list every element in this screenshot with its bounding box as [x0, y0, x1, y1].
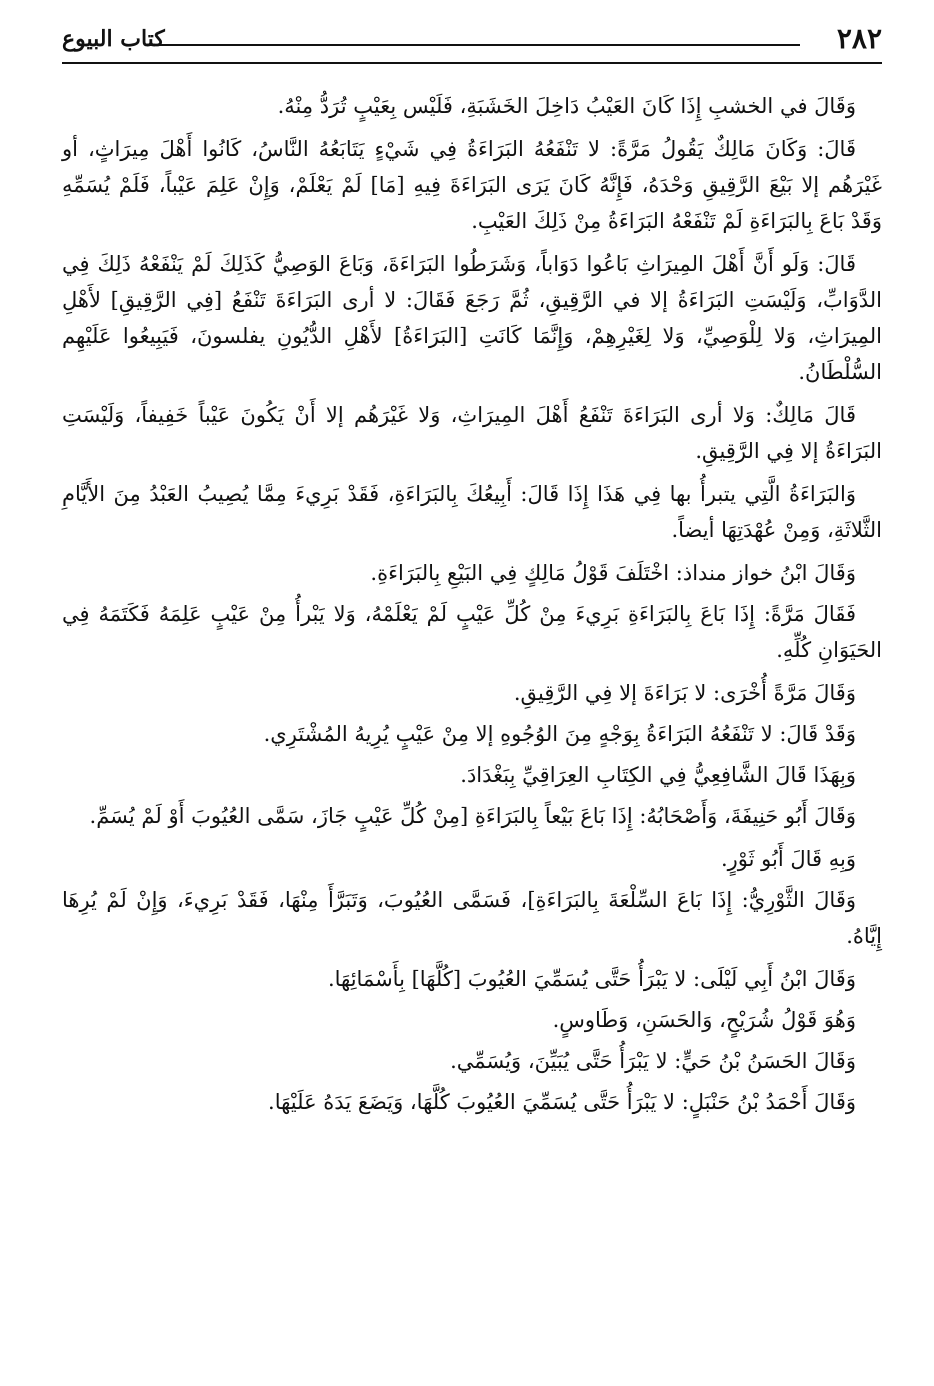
paragraph: وَالبَرَاءَةُ الَّتِي يتبرأُ بها فِي هَذَا إِذَا قَالَ: أَبِيعُكَ بِالبَرَاءَةِ، فَقَدْ بَرِيءَ مِمَّا يُصِيبُ العَبْدُ مِنَ الأَيَّامِ الثَّلاثَةِ، وَمِنْ عُهْدَتِهَا أيضاً.	[62, 482, 882, 542]
running-title: كتاب البيوع	[62, 26, 165, 52]
header-rule	[62, 62, 882, 64]
paragraph: وَقَالَ ابْنُ أَبِي لَيْلَى: لا يَبْرَأُ حَتَّى يُسَمِّيَ العُيُوبَ [كُلَّهَا] بِأَسْمَائِهَا.	[327, 967, 856, 991]
paragraph: وَهُوَ قَوْلُ شُرَيْحٍ، وَالحَسَنِ، وَطَاوسٍ.	[552, 1008, 856, 1032]
paragraph: وَبِهَذَا قَالَ الشَّافِعِيُّ فِي الكِتَابِ العِرَاقِيِّ بِبَغْدَادَ.	[460, 763, 856, 787]
paragraph: وَقَالَ أَحْمَدُ بْنُ حَنْبَلٍ: لا يَبْرَأُ حَتَّى يُسَمِّيَ العُيُوبَ كُلَّهَا، وَيَضَعَ يَدَهُ عَلَيْهَا.	[268, 1090, 856, 1114]
page-header	[62, 22, 882, 62]
paragraph: وَقَالَ أَبُو حَنِيفَةَ، وَأَصْحَابُهُ: إِذَا بَاعَ بَيْعاً بِالبَرَاءَةِ [مِنْ كُلِّ عَيْبٍ جَازَ، سَمَّى العُيُوبَ أَوْ لَمْ يُسَمِّ.	[89, 804, 856, 828]
paragraph: وَقَالَ مَرَّةً أُخْرَى: لا بَرَاءَةَ إلا فِي الرَّقِيقِ.	[513, 681, 856, 705]
paragraph: وَبِهِ قَالَ أَبُو ثَوْرٍ.	[720, 847, 856, 871]
paragraph: فَقَالَ مَرَّةً: إِذَا بَاعَ بِالبَرَاءَةِ بَرِيءَ مِنْ كُلِّ عَيْبٍ لَمْ يَعْلَمْهُ، وَلا يَبْرأُ مِنْ عَيْبٍ عَلِمَهُ فَكَتَمَهُ فِي الحَيَوَانِ كُلِّهِ.	[62, 602, 882, 662]
page-number: ٢٨٢	[836, 22, 882, 55]
paragraph: قَالَ: وَكَانَ مَالِكٌ يَقُولُ مَرَّةً: لا تَنْفَعُهُ البَرَاءَةُ فِي شَيْءٍ يَتَابَعُهُ النَّاسُ، كَانُوا أَهْلَ مِيرَاثٍ، أو غَيْرَهُم إلا بَيْعَ الرَّقِيقِ وَحْدَهُ، فَإِنَّهُ كَانَ يَرَى البَرَاءَةَ فِيهِ [مَا] لَمْ يَعْلَمْ، وَإِنْ عَلِمَ عَيْباً، فَلَمْ يُسَمِّهِ وَقَدْ بَاعَ بِالبَرَاءَةِ لَمْ تَنْفَعْهُ البَرَاءَةُ مِنْ ذَلِكَ العَيْبِ.	[62, 137, 882, 233]
paragraph: وَقَالَ ابْنُ خواز منداذ: اخْتَلَفَ قَوْلُ مَالِكٍ فِي البَيْعِ بِالبَرَاءَةِ.	[370, 561, 856, 585]
main-text	[62, 88, 882, 1125]
paragraph: قَالَ: وَلَو أَنَّ أَهْلَ المِيرَاثِ بَاعُوا دَوَاباً، وَشَرَطُوا البَرَاءَةَ، وَبَاعَ الوَصِيُّ كَذَلِكَ لَمْ يَنْفَعْهُ ذَلِكَ فِي الدَّوَابِّ، وَلَيْسَتِ البَرَاءَةُ إلا في الرَّقِيقِ، ثُمَّ رَجَعَ فَقَالَ: لا أرى البَرَاءَةَ تَنْفَعُ [فِي الرَّقِيقِ] لأَهْلِ المِيرَاثِ، وَلا لِلْوَصِيِّ، وَلا لِغَيْرِهِمْ، وَإِنَّمَا كَانَتِ [البَرَاءَةُ] لأَهْلِ الدُّيُونِ يفلسونَ، فَيَبِيعُوا عَلَيْهِم السُّلْطَانُ.	[62, 252, 882, 384]
paragraph: وَقَالَ في الخشبِ إِذَا كَانَ العَيْبُ دَاخِلَ الخَشَبَةِ، فَلَيْس بِعَيْبٍ تُرَدُّ مِنْهُ.	[277, 94, 856, 118]
paragraph: قَالَ مَالِكٌ: وَلا أرى البَرَاءَةَ تَنْفَعُ أَهْلَ المِيرَاثِ، وَلا غَيْرَهُم إلا أَنْ يَكُونَ عَيْباً خَفِيفاً، وَلَيْسَتِ البَرَاءَةُ إلا فِي الرَّقِيقِ.	[62, 403, 882, 463]
paragraph: وَقَالَ الثَّوْرِيُّ: إِذَا بَاعَ السِّلْعَةَ بِالبَرَاءَةِ]، فَسَمَّى العُيُوبَ، وَتَبَرَّأَ مِنْهَا، فَقَدْ بَرِيءَ، وَإِنْ لَمْ يُرِهَا إِيَّاهُ.	[62, 888, 882, 948]
paragraph: وَقَالَ الحَسَنُ بْنُ حَيٍّ: لا يَبْرَأُ حَتَّى يُبَيِّنَ، وَيُسَمِّي.	[450, 1049, 856, 1073]
header-divider	[150, 44, 800, 46]
paragraph: وَقَدْ قَالَ: لا تَنْفَعُهُ البَرَاءَةُ بِوَجْهٍ مِنَ الوُجُوهِ إلا مِنْ عَيْبٍ يُرِيهُ المُشْتَرِي.	[263, 722, 856, 746]
